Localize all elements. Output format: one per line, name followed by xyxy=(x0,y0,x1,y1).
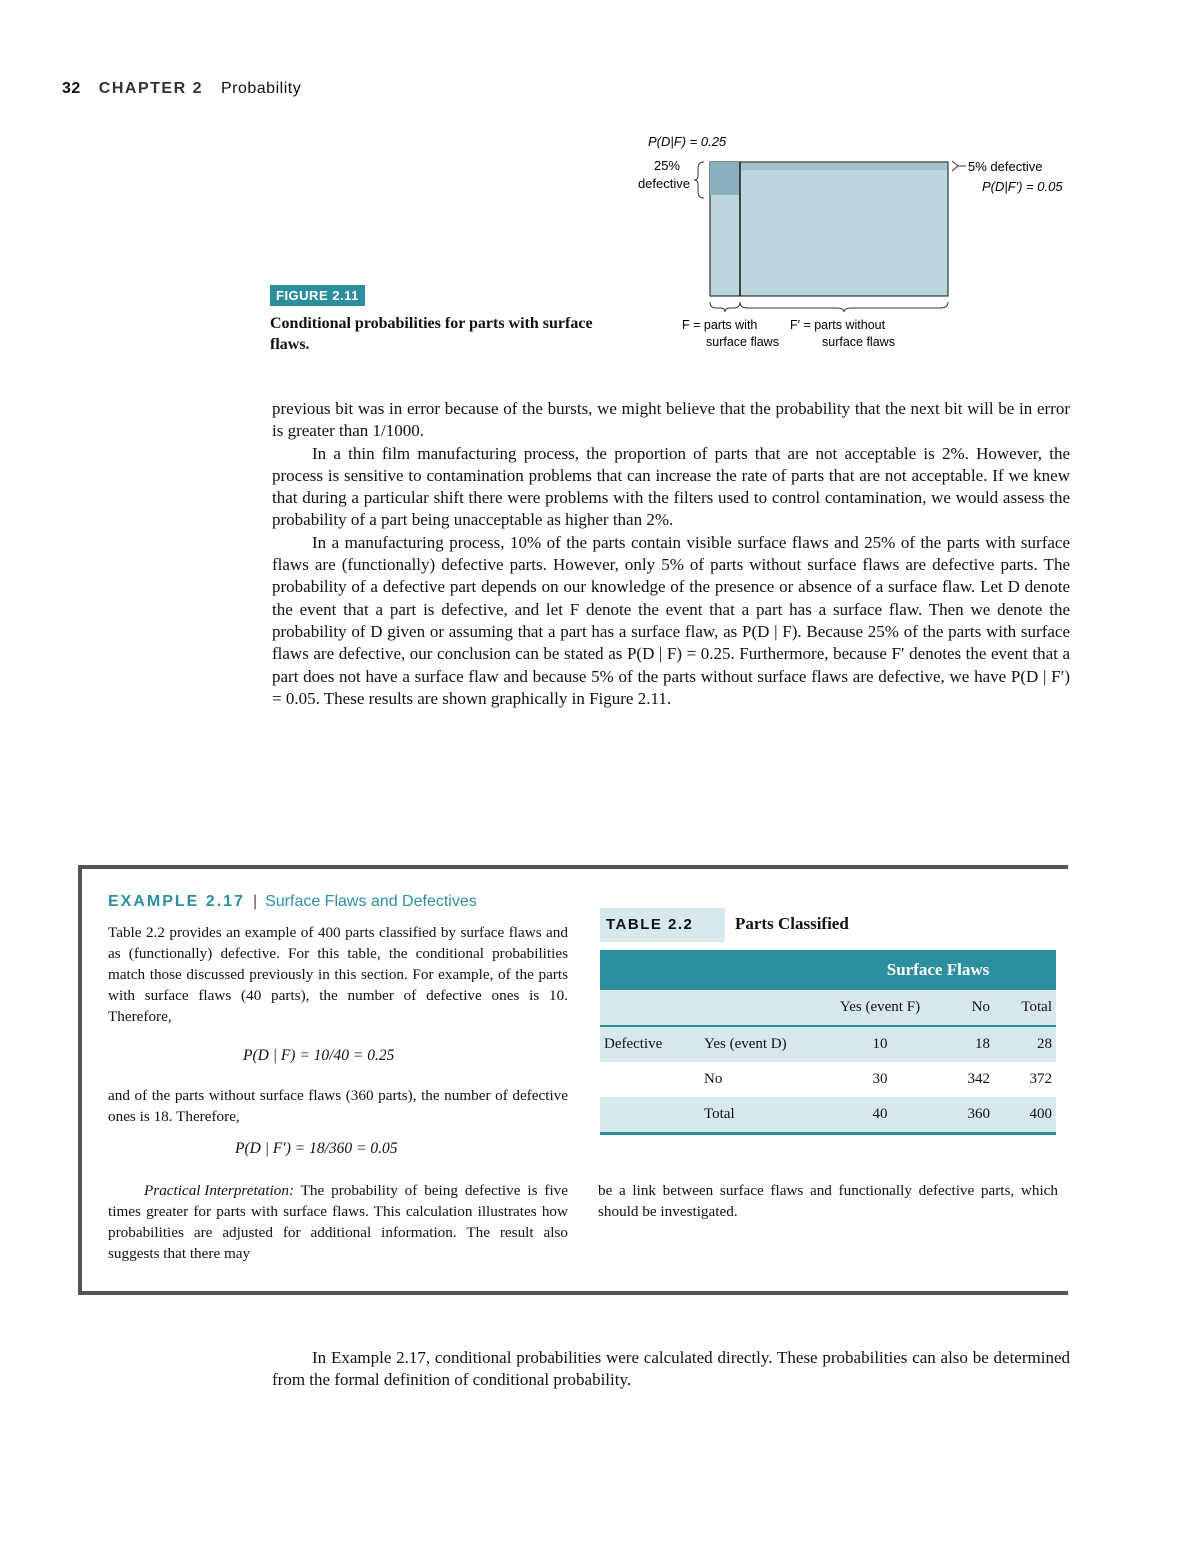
no-flaw-region xyxy=(740,162,948,296)
paragraph-1: previous bit was in error because of the bursts, we might believe that the probability that the next bit will be in error is greater than 1/1000. xyxy=(272,399,1070,441)
cell: 40 xyxy=(820,1097,940,1134)
col-header-no: No xyxy=(940,990,994,1026)
bottom-brace-right xyxy=(740,302,948,312)
left-brace xyxy=(694,162,704,198)
bottom-right-label-1: F′ = parts without xyxy=(790,318,886,332)
table-label: TABLE 2.2 xyxy=(606,916,694,933)
example-paragraph-1: Table 2.2 provides an example of 400 parts classified by surface flaws and as (functionally) defective. For this table, the conditional probabilities match those discussed previously in this section. For example, of the parts with surface flaws (40 parts), the number of defective ones is 10. Therefore, xyxy=(108,924,568,1025)
example-heading: Surface Flaws and Defectives xyxy=(265,893,477,910)
cell: 360 xyxy=(940,1097,994,1134)
no-flaw-defective-region xyxy=(741,163,947,170)
left-pct-label: 25% xyxy=(653,158,680,173)
paragraph-4: In Example 2.17, conditional probabilities were calculated directly. These probabilities can also be determined from the formal definition of conditional probability. xyxy=(272,1348,1070,1390)
row-label: No xyxy=(704,1071,723,1087)
cell: 10 xyxy=(820,1026,940,1062)
body-text xyxy=(272,398,1070,710)
figure-2-11-diagram xyxy=(600,128,1080,358)
page-number: 32 xyxy=(62,80,81,97)
cell: 18 xyxy=(940,1026,994,1062)
bottom-left-label-1: F = parts with xyxy=(682,318,758,332)
figure-caption: Conditional probabilities for parts with surface flaws. xyxy=(270,315,593,353)
chapter-label: CHAPTER 2 xyxy=(98,80,203,97)
table-row xyxy=(600,1097,1056,1134)
top-prob-label: P(D|F) = 0.25 xyxy=(648,134,727,149)
cell: 372 xyxy=(1029,1071,1052,1087)
cell: 400 xyxy=(994,1097,1056,1134)
bottom-brace-left xyxy=(710,302,740,312)
equation-2: P(D | F′) = 18/360 = 0.05 xyxy=(235,1140,398,1157)
practical-interpretation-text: The probability of being defective is five times greater for parts with surface flaws. This calculation illustrates how probabilities are adjusted for additional information. The result also suggests that there may xyxy=(108,1182,568,1262)
parts-table xyxy=(600,950,1056,1135)
table-row xyxy=(600,1062,1056,1097)
example-title xyxy=(108,893,477,911)
practical-interpretation xyxy=(108,1180,568,1264)
right-bracket xyxy=(952,161,966,171)
table-row xyxy=(600,1026,1056,1062)
group-header: Surface Flaws xyxy=(820,950,1056,990)
right-prob-label: P(D|F′) = 0.05 xyxy=(982,179,1063,194)
bottom-right-label-2: surface flaws xyxy=(822,335,895,349)
cell: 30 xyxy=(872,1071,888,1087)
table-title: Parts Classified xyxy=(735,914,849,933)
practical-interpretation-label: Practical Interpretation: xyxy=(144,1182,295,1199)
table-column-header-row xyxy=(600,990,1056,1026)
equation-1: P(D | F) = 10/40 = 0.25 xyxy=(243,1047,395,1064)
row-label: Total xyxy=(700,1097,820,1134)
cell: 342 xyxy=(967,1071,990,1087)
col-header-total: Total xyxy=(994,990,1056,1026)
right-note-label: 5% defective xyxy=(968,159,1043,174)
paragraph-2: In a thin film manufacturing process, the proportion of parts that are not acceptable is 2%. However, the process is sensitive to contamination problems that can increase the rate of parts that are not acceptable. If we knew that during a particular shift there were problems with the filters used to control contamination, we would assess the probability of a part being unacceptable as higher than 2%. xyxy=(272,443,1070,530)
example-paragraph-2: and of the parts without surface flaws (360 parts), the number of defective ones is 18. Therefore, xyxy=(108,1087,568,1125)
cell: 28 xyxy=(994,1026,1056,1062)
left-note-label: defective xyxy=(637,176,690,191)
figure-label: FIGURE 2.11 xyxy=(270,285,365,306)
example-separator: | xyxy=(252,893,258,910)
flaw-defective-region xyxy=(710,162,740,195)
example-tag: EXAMPLE 2.17 xyxy=(108,893,245,910)
chapter-title: Probability xyxy=(220,80,302,97)
table-label-box xyxy=(600,908,725,942)
col-header-yes: Yes (event F) xyxy=(820,990,940,1026)
closing-text xyxy=(272,1347,1070,1392)
table-group-header-row xyxy=(600,950,1056,990)
example-continuation: be a link between surface flaws and functionally defective parts, which should be investigated. xyxy=(598,1182,1058,1220)
row-label: Yes (event D) xyxy=(700,1026,820,1062)
bottom-left-label-2: surface flaws xyxy=(706,335,779,349)
row-group-label: Defective xyxy=(600,1026,700,1062)
running-head xyxy=(62,80,301,98)
paragraph-3: In a manufacturing process, 10% of the parts contain visible surface flaws and 25% of the parts with surface flaws are (functionally) defective parts. However, only 5% of parts without surface flaws are defective parts. The probability of a defective part depends on our knowledge of the presence or absence of a surface flaw. Let D denote the event that a part is defective, and let F denote the event that a part has a surface flaw. Then we denote the probability of D given or assuming that a part has a surface flaw, as P(D | F). Because 25% of the parts with surface flaws are defective, our conclusion can be stated as P(D | F) = 0.25. Furthermore, because F′ denotes the event that a part does not have a surface flaw and because 5% of the parts without surface flaws are defective, we have P(D | F′) = 0.05. These results are shown graphically in Figure 2.11. xyxy=(272,532,1070,708)
